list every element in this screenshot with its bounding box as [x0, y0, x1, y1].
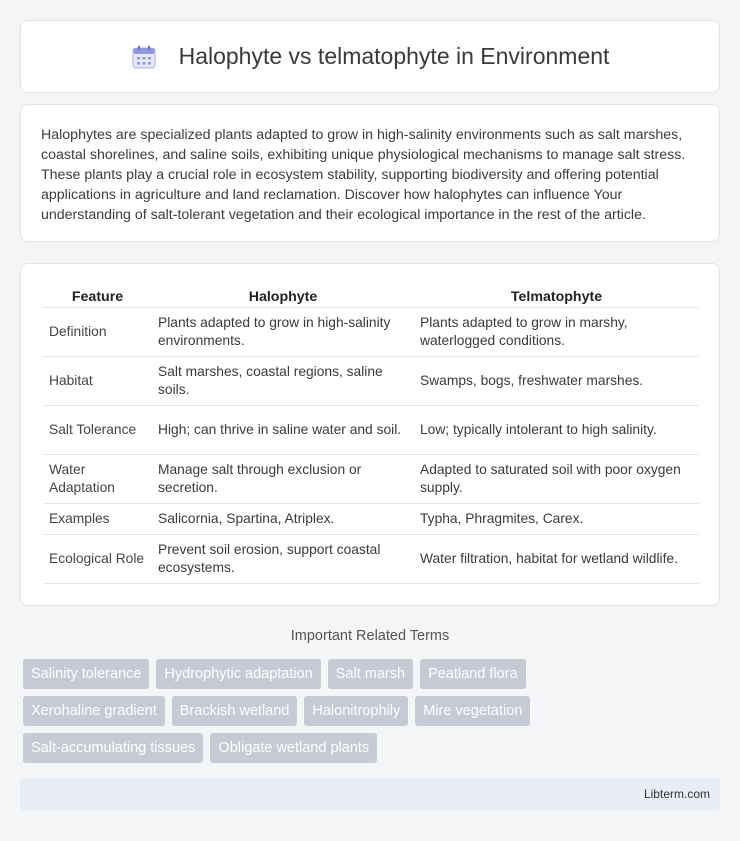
halophyte-cell: Prevent soil erosion, support coastal ecosystems. — [152, 535, 414, 584]
tag-salinity-tolerance[interactable]: Salinity tolerance — [23, 659, 149, 689]
feature-cell: Definition — [43, 308, 152, 357]
intro-card — [20, 104, 720, 242]
tag-brackish-wetland[interactable]: Brackish wetland — [172, 696, 298, 726]
related-terms-heading: Important Related Terms — [290, 628, 450, 644]
halophyte-cell: High; can thrive in saline water and soil. — [152, 406, 414, 455]
halophyte-cell: Plants adapted to grow in high-salinity environments. — [152, 308, 414, 357]
telmatophyte-cell: Swamps, bogs, freshwater marshes. — [414, 357, 699, 406]
table-row — [43, 357, 699, 406]
comparison-table-card — [20, 263, 720, 606]
halophyte-cell: Manage salt through exclusion or secretion. — [152, 455, 414, 504]
feature-cell: Salt Tolerance — [43, 406, 152, 455]
telmatophyte-cell: Low; typically intolerant to high salinity. — [414, 406, 699, 455]
table-row — [43, 455, 699, 504]
feature-cell: Habitat — [43, 357, 152, 406]
footer — [20, 778, 720, 810]
tag-hydrophytic-adaptation[interactable]: Hydrophytic adaptation — [156, 659, 320, 689]
tag-mire-vegetation[interactable]: Mire vegetation — [415, 696, 530, 726]
tag-row — [23, 733, 723, 763]
related-terms-tags — [23, 659, 723, 770]
tag-halonitrophily[interactable]: Halonitrophily — [304, 696, 408, 726]
tag-row — [23, 696, 723, 726]
tag-obligate-wetland-plants[interactable]: Obligate wetland plants — [210, 733, 377, 763]
comparison-table — [43, 286, 699, 584]
table-row — [43, 535, 699, 584]
tag-salt-marsh[interactable]: Salt marsh — [328, 659, 413, 689]
telmatophyte-cell: Adapted to saturated soil with poor oxygen supply. — [414, 455, 699, 504]
halophyte-cell: Salt marshes, coastal regions, saline soils. — [152, 357, 414, 406]
telmatophyte-cell: Water filtration, habitat for wetland wildlife. — [414, 535, 699, 584]
header-telmatophyte: Telmatophyte — [414, 286, 699, 308]
feature-cell: Water Adaptation — [43, 455, 152, 504]
calendar-grid-icon — [131, 44, 157, 70]
table-row — [43, 504, 699, 535]
tag-xerohaline-gradient[interactable]: Xerohaline gradient — [23, 696, 165, 726]
halophyte-cell: Salicornia, Spartina, Atriplex. — [152, 504, 414, 535]
telmatophyte-cell: Typha, Phragmites, Carex. — [414, 504, 699, 535]
title-card — [20, 20, 720, 93]
tag-row — [23, 659, 723, 689]
header-feature: Feature — [43, 286, 152, 308]
table-row — [43, 406, 699, 455]
table-header-row — [43, 286, 699, 308]
page-title: Halophyte vs telmatophyte in Environment — [178, 43, 610, 69]
tag-peatland-flora[interactable]: Peatland flora — [420, 659, 525, 689]
telmatophyte-cell: Plants adapted to grow in marshy, waterlogged conditions. — [414, 308, 699, 357]
tag-salt-accumulating-tissues[interactable]: Salt-accumulating tissues — [23, 733, 203, 763]
header-halophyte: Halophyte — [152, 286, 414, 308]
feature-cell: Ecological Role — [43, 535, 152, 584]
table-row — [43, 308, 699, 357]
footer-site-link[interactable]: Libterm.com — [643, 787, 710, 801]
intro-paragraph: Halophytes are specialized plants adapted to grow in high-salinity environments such as salt marshes, coastal shorelines, and saline soils, exhibiting unique physiological mechanisms to manage salt stress. These plants play a crucial role in ecosystem stability, supporting biodiversity and offering potential applications in agriculture and land reclamation. Discover how halophytes can influence Your understanding of salt-tolerant vegetation and their ecological importance in the rest of the article. — [41, 127, 686, 223]
feature-cell: Examples — [43, 504, 152, 535]
